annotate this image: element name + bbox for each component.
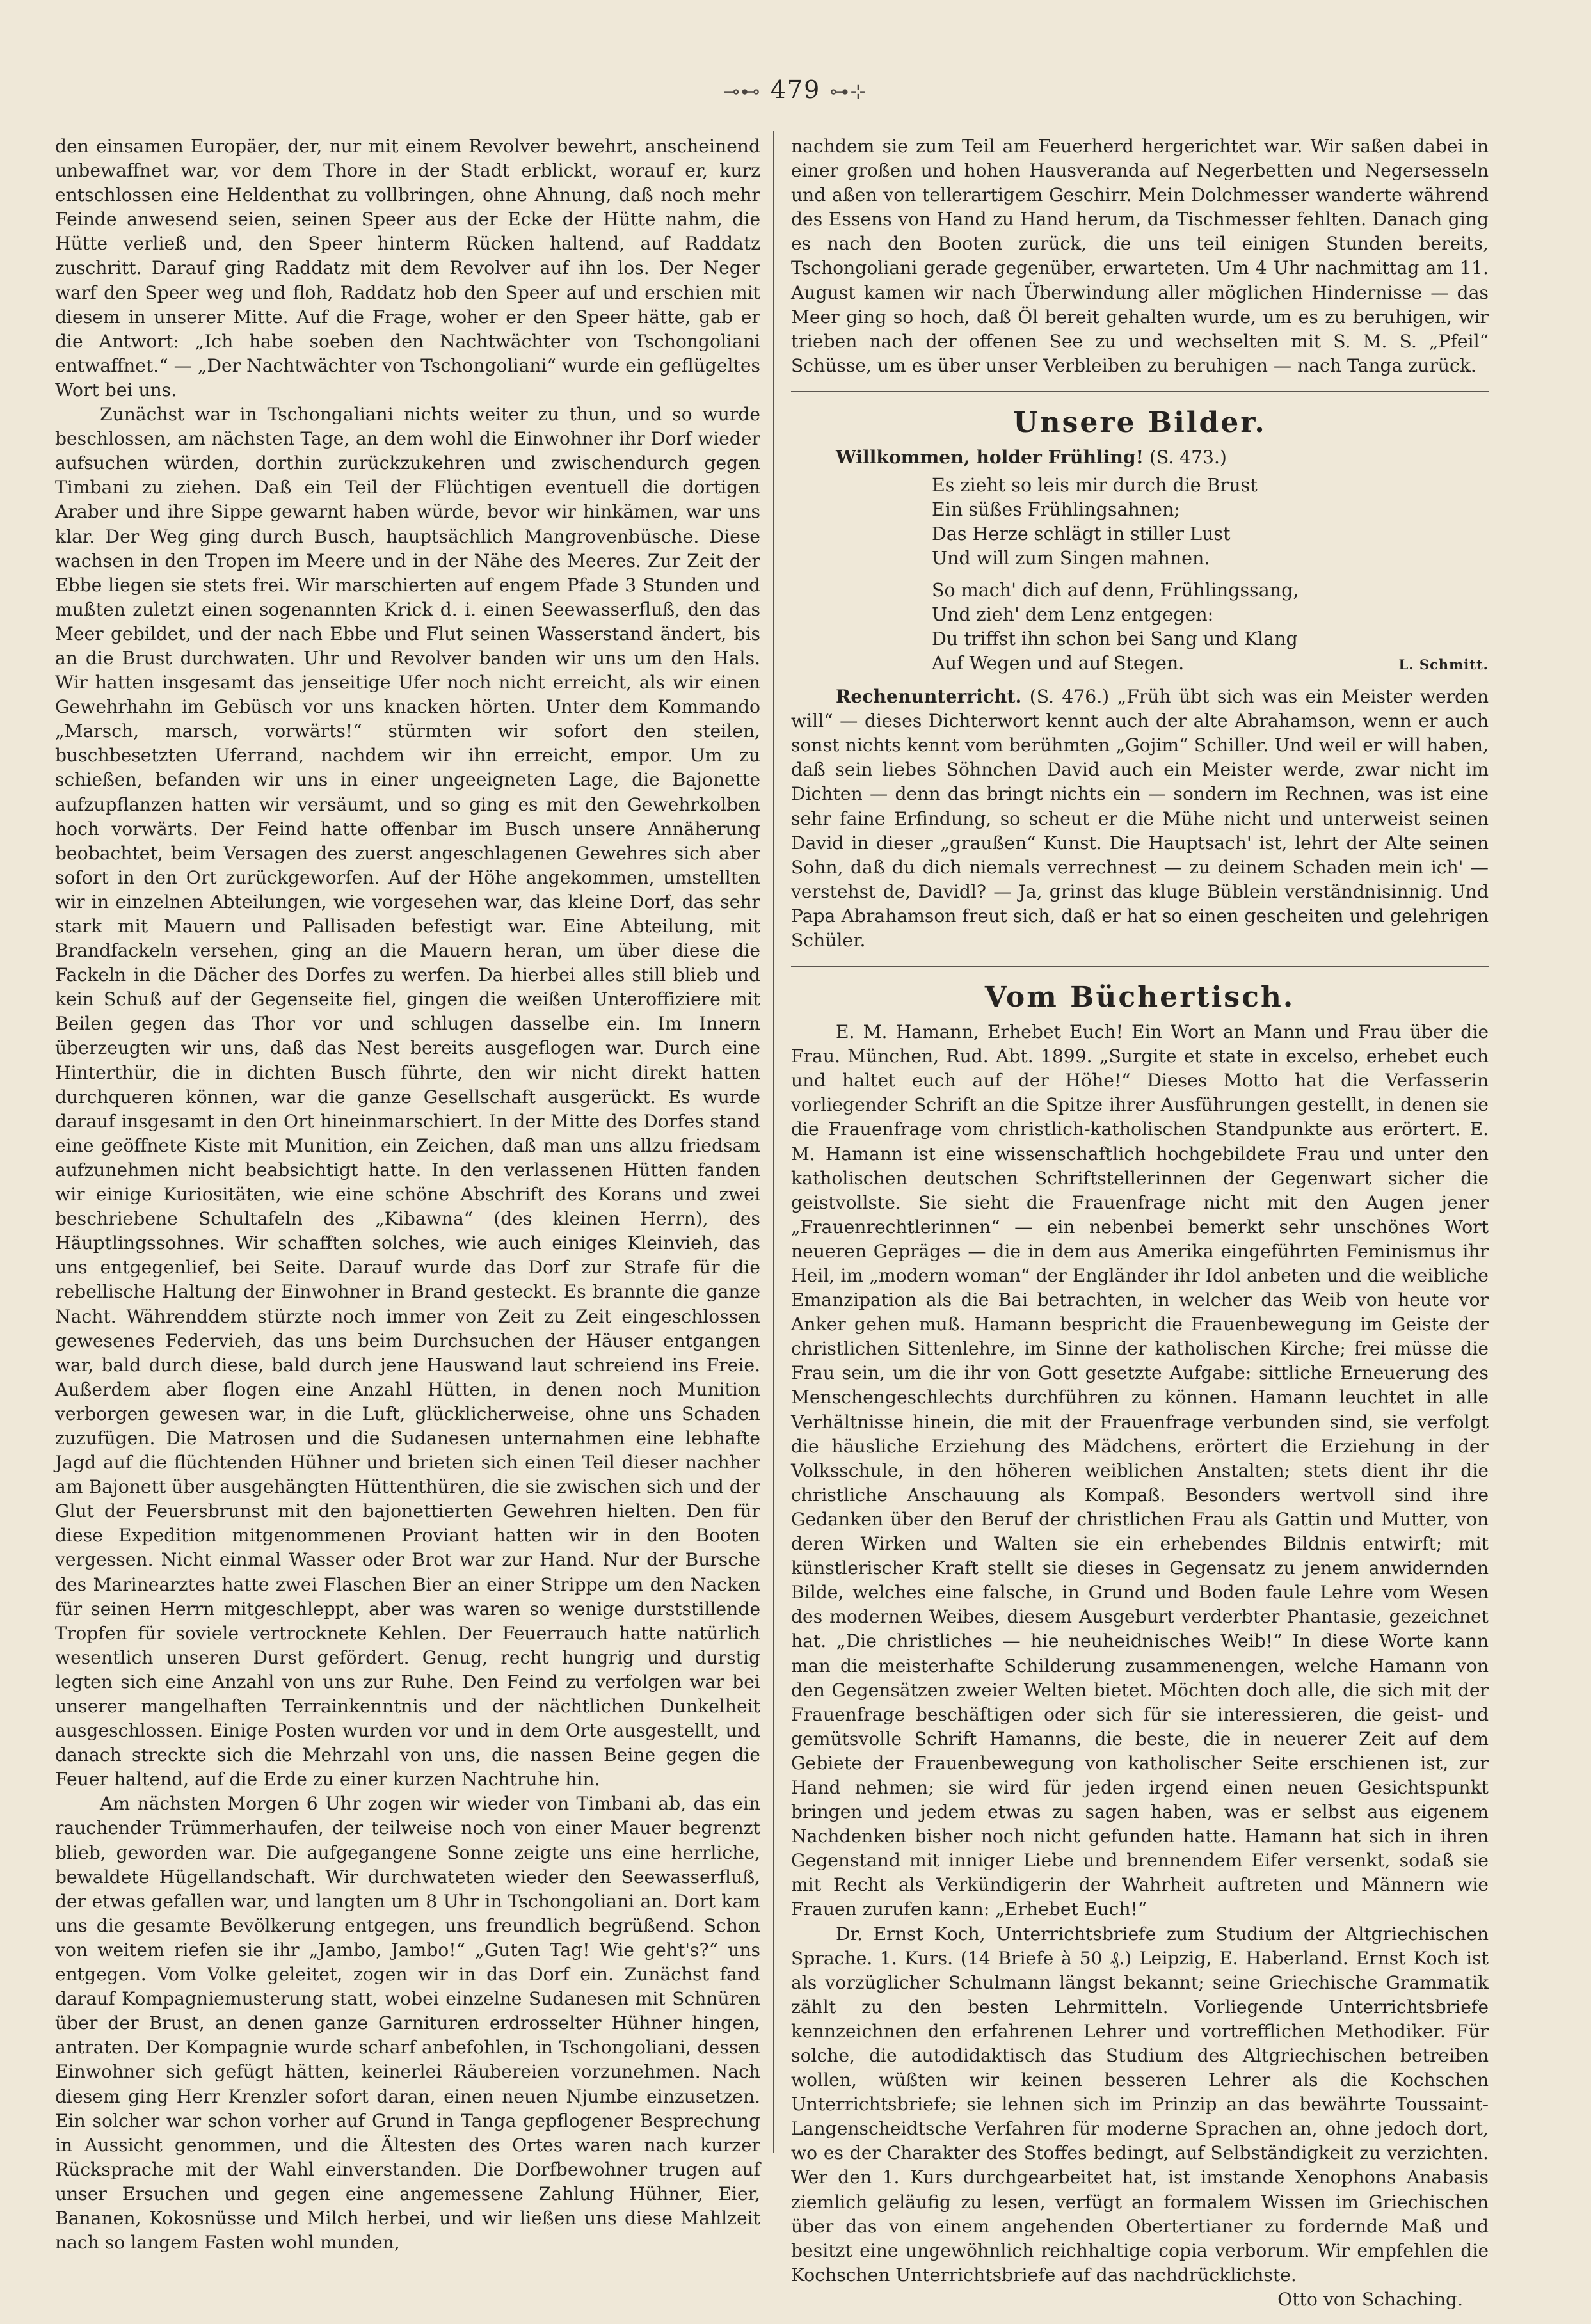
picture-title: Rechenunterricht.	[836, 686, 1022, 708]
ornament-right-icon: ⊶⊹	[829, 81, 868, 103]
picture-page-ref: (S. 473.)	[1149, 446, 1227, 468]
poem-stanza	[932, 578, 1489, 677]
section-rule	[791, 391, 1489, 392]
section-rule	[791, 966, 1489, 967]
poem-line: Das Herze schlägt in stiller Lust	[932, 523, 1231, 545]
page-number: 479	[770, 76, 821, 104]
article-paragraph: Zunächst war in Tschongaliani nichts weiter zu thun, und so wurde beschlossen, am nächsten Tage, an dem wohl die Einwohner ihr Dorf wieder aufsuchen würden, dorthin zurückzukehren und zwischendurch gegen Timbani zu ziehen. Daß ein Teil der Flüchtigen eventuell die dortigen Araber und ihre Sippe gewarnt haben würde, bevor wir hinkämen, war uns klar. Der Weg ging durch Busch, hauptsächlich Mangrovenbüsche. Diese wachsen in den Tropen im Meere und in der Nähe des Meeres. Zur Zeit der Ebbe liegen sie stets frei. Wir marschierten auf engem Pfade 3 Stunden und mußten zuletzt einen sogenannten Krick d. i. einen Seewasserfluß, den das Meer gebildet, und der nach Ebbe und Flut seinen Wasserstand ändert, bis an die Brust durchwaten. Uhr und Revolver banden wir uns um den Hals. Wir hatten insgesamt das jenseitige Ufer noch nicht erreicht, als wir einen Gewehrhahn im Gebüsch vor uns knacken hörten. Unter dem Kommando „Marsch, marsch, vorwärts!“ stürmten wir sofort den steilen, buschbesetzten Uferrand, nachdem wir ihn erreicht, empor. Um zu schießen, befanden wir uns in einer ungeeigneten Lage, die Bajonette aufzupflanzen hatten wir versäumt, und so ging es mit den Gewehrkolben hoch vorwärts. Der Feind hatte offenbar im Busch unsere Annäherung beobachtet, beim Versagen des zuerst angeschlagenen Gewehres sich aber sofort in den Ort zurückgeworfen. Auf der Höhe angekommen, umstellten wir in einzelnen Abteilungen, wie vorgesehen war, das kleine Dorf, das sehr stark mit Mauern und Pallisaden befestigt war. Eine Abteilung, mit Brandfackeln versehen, ging an die Mauern heran, um über diese die Fackeln in die Dächer des Dorfes zu werfen. Da hierbei alles still blieb und kein Schuß auf der Gegenseite fiel, gingen die weißen Unteroffiziere mit Beilen gegen das Thor vor und schlugen dasselbe ein. Im Innern überzeugten wir uns, daß das Nest bereits ausgeflogen war. Durch eine Hinterthür, die in dichten Busch führte, den wir nicht direkt hatten durchqueren können, war die ganze Gesellschaft ausgerückt. Es wurde darauf insgesamt in den Ort hineinmarschiert. In der Mitte des Dorfes stand eine geöffnete Kiste mit Munition, ein Zeichen, daß man uns allzu friedsam aufzunehmen nicht beabsichtigt hatte. In den verlassenen Hütten fanden wir einige Kuriositäten, wie eine schöne Abschrift des Korans und zwei beschriebene Schultafeln des „Kibawna“ (des kleinen Herrn), des Häuptlingssohnes. Wir schafften solches, wie auch einiges Kleinvieh, das uns entgegenlief, bei Seite. Darauf wurde das Dorf zur Strafe für die rebellische Haltung der Einwohner in Brand gesteckt. Es brannte die ganze Nacht. Währenddem stürzte noch immer von Zeit zu Zeit eingeschlossen gewesenes Federvieh, das uns beim Durchsuchen der Häuser entgangen war, bald durch diese, bald durch jene Hauswand laut schreiend ins Freie. Außerdem aber flogen eine Anzahl Hütten, in denen noch Munition verborgen gewesen war, in die Luft, glücklicherweise, ohne uns Schaden zuzufügen. Die Matrosen und die Sudanesen unternahmen eine lebhafte Jagd auf die flüchtenden Hühner und brieten sich einen Teil dieser nachher am Bajonett über ausgehängten Hüttenthüren, die sie zwischen sich und der Glut der Feuersbrunst mit den bajonettierten Gewehren hielten. Den für diese Expedition mitgenommenen Proviant hatten wir in den Booten vergessen. Nicht einmal Wasser oder Brot war zur Hand. Nur der Bursche des Marinearztes hatte zwei Flaschen Bier an einer Strippe um den Nacken für seinen Herrn mitgeschleppt, aber was waren so wenige durststillende Tropfen für soviele vertrocknete Kehlen. Der Feuerrauch hatte natürlich wesentlich unseren Durst gefördert. Genug, recht hungrig und durstig legten sich eine Anzahl von uns zur Ruhe. Den Feind zu verfolgen war bei unserer mangelhaften Terrainkenntnis und der nächtlichen Dunkelheit ausgeschlossen. Einige Posten wurden vor und in dem Orte ausgestellt, und danach streckte sich die Mehrzahl von uns, die nassen Beine gegen die Feuer haltend, auf die Erde zu einer kurzen Nachtruhe hin.	[55, 404, 760, 1790]
page-header	[0, 76, 1591, 104]
right-column	[791, 134, 1489, 2312]
poem-line: Und will zum Singen mahnen.	[932, 548, 1210, 569]
column-divider	[773, 131, 774, 2153]
section-title-buechertisch: Vom Büchertisch.	[984, 981, 1295, 1014]
book-review: Dr. Ernst Koch, Unterrichtsbriefe zum Studium der Altgriechischen Sprache. 1. Kurs. (14 Briefe à 50 ₰.) Leipzig, E. Haberland. Ernst Koch ist als vorzüglicher Schulmann längst bekannt; seine Griechische Grammatik zählt zu den besten Lehrmitteln. Vorliegende Unterrichtsbriefe kennzeichnen den erfahrenen Lehrer und vortrefflichen Methodiker. Für solche, die autodidaktisch das Studium des Altgriechischen betreiben wollen, wüßten wir keinen besseren Lehrer als die Kochschen Unterrichtsbriefe; sie lehnen sich im Prinzip an das bewährte Toussaint-Langenscheidtsche Verfahren für moderne Sprachen an, ohne jedoch dort, wo es der Charakter des Stoffes bedingt, auf Selbständigkeit zu verzichten. Wer den 1. Kurs durchgearbeitet hat, ist imstande Xenophons Anabasis ziemlich geläufig zu lesen, verfügt an formalem Wissen im Griechischen über das von einem angehenden Obertertianer zu fordernde Maß und besitzt eine ungewöhnlich reichhaltige copia verborum. Wir empfehlen die Kochschen Unterrichtsbriefe auf das nachdrücklichste.	[791, 1923, 1489, 2286]
picture-caption-rechenunterricht	[791, 685, 1489, 953]
poem-stanza	[932, 474, 1489, 571]
book-review: E. M. Hamann, Erhebet Euch! Ein Wort an Mann und Frau über die Frau. München, Rud. Abt. 1899. „Surgite et state in excelso, erhebet euch und haltet euch auf der Höhe!“ Dieses Motto hat die Verfasserin vorliegender Schrift an die Spitze ihrer Ausführungen gestellt, in denen sie die Frauenfrage vom christlich-katholischen Standpunkte aus erörtert. E. M. Hamann ist eine wissenschaftlich hochgebildete Frau und unter den katholischen deutschen Schriftstellerinnen der Gegenwart sicher die geistvollste. Sie sieht die Frauenfrage nicht mit den Augen jener „Frauenrechtlerinnen“ — ein nebenbei bemerkt sehr unschönes Wort neueren Gepräges — die in dem aus Amerika eingeführten Feminismus ihr Heil, im „modern woman“ der Engländer ihr Idol anbeten und die weibliche Emanzipation als die Bai betrachten, in welcher das Weib von heute vor Anker gehen muß. Hamann bespricht die Frauenbewegung im Geiste der christlichen Sittenlehre, im Sinne der katholischen Kirche; frei müsse die Frau sein, um die ihr von Gott gesetzte Aufgabe: sittliche Erneuerung des Menschengeschlechts durchführen zu können. Hamann leuchtet in alle Verhältnisse hinein, die mit der Frauenfrage verbunden sind, sie verfolgt die häusliche Erziehung des Mädchens, erörtert die Erziehung in der Volksschule, in den höheren weiblichen Anstalten; stets dient ihr die christliche Anschauung als Kompaß. Besonders wertvoll sind ihre Gedanken über den Beruf der christlichen Frau als Gattin und Mutter, von deren Wirken und Walten sie ein erhebendes Bildnis entwirft; mit künstlerischer Kraft stellt sie dieses in Gegensatz zu jenem anwidernden Bilde, welches eine falsche, in Grund und Boden faule Lehre vom Wesen des modernen Weibes, diesem Ausgeburt verderbter Phantasie, gezeichnet hat. „Die christliches — hie neuheidnisches Weib!“ In diese Worte kann man die meisterhafte Schilderung zusammenengen, welche Hamann von den Gegensätzen zweier Welten bietet. Möchten doch alle, die sich mit der Frauenfrage beschäftigen oder sich für sie interessieren, die geist- und gemütsvolle Schrift Hamanns, die beste, die in neuerer Zeit auf dem Gebiete der Frauenbewegung von katholischer Seite erschienen ist, zur Hand nehmen; sie wird für jeden irgend einen neuen Gesichtspunkt bringen und jedem etwas zu sagen haben, was er selbst aus eigenem Nachdenken bisher noch nicht gefunden hatte. Hamann hat sich in ihren Gegenstand mit inniger Liebe und brennendem Eifer versenkt, sodaß sie mit Recht als Verkündigerin der Wahrheit auftreten und Männern wie Frauen zurufen kann: „Erhebet Euch!“	[791, 1021, 1489, 1920]
poem-last-line-row	[932, 651, 1489, 677]
picture-caption-heading	[791, 445, 1489, 470]
poem-line: So mach' dich auf denn, Frühlingssang,	[932, 580, 1299, 601]
poem-author: L. Schmitt.	[1398, 657, 1489, 673]
poem	[932, 474, 1489, 677]
poem-line: Und zieh' dem Lenz entgegen:	[932, 604, 1214, 626]
poem-line: Du triffst ihn schon bei Sang und Klang	[932, 628, 1298, 650]
poem-line: Es zieht so leis mir durch die Brust	[932, 475, 1258, 497]
article-paragraph: Am nächsten Morgen 6 Uhr zogen wir wieder von Timbani ab, das ein rauchender Trümmerhaufen, der teilweise noch von einer Mauer begrenzt blieb, geworden war. Die aufgegangene Sonne zeigte uns eine herrliche, bewaldete Hügellandschaft. Wir durchwateten wieder den Seewasserfluß, der etwas gefallen war, und langten um 8 Uhr in Tschongoliani an. Dort kam uns die gesamte Bevölkerung entgegen, uns freundlich begrüßend. Schon von weitem riefen sie ihr „Jambo, Jambo!“ „Guten Tag! Wie geht's?“ uns entgegen. Vom Volke geleitet, zogen wir in das Dorf ein. Zunächst fand darauf Kompagniemusterung statt, wobei einzelne Sudanesen mit Schnüren über der Brust, an denen ganze Garnituren erdrosselter Hühner hingen, antraten. Der Kompagnie wurde scharf anbefohlen, in Tschongoliani, dessen Einwohner sich gefügt hätten, keinerlei Räubereien vorzunehmen. Nach diesem ging Herr Krenzler sofort daran, einen neuen Njumbe einzusetzen. Ein solcher war schon vorher auf Grund in Tanga gepflogener Besprechung in Aussicht genommen, und die Ältesten des Ortes waren nach kurzer Rücksprache mit der Wahl einverstanden. Die Dorfbewohner trugen auf unser Ersuchen und gegen eine angemessene Zahlung Hühner, Eier, Bananen, Kokosnüsse und Milch herbei, und wir ließen uns diese Mahlzeit nach so langem Fasten wohl munden,	[55, 1793, 760, 2254]
poem-line: Auf Wegen und auf Stegen.	[932, 653, 1185, 674]
article-paragraph: den einsamen Europäer, der, nur mit einem Revolver bewehrt, anscheinend unbewaffnet war, vor dem Thore in der Stadt erblickt, worauf er, kurz entschlossen eine Heldenthat zu vollbringen, ohne Ahnung, daß noch mehr Feinde anwesend seien, seinen Speer aus der Ecke der Hütte nahm, die Hütte verließ und, den Speer hinterm Rücken haltend, auf Raddatz zuschritt. Darauf ging Raddatz mit dem Revolver auf ihn los. Der Neger warf den Speer weg und floh, Raddatz hob den Speer auf und erschien mit diesem in unserer Mitte. Auf die Frage, woher er den Speer hätte, gab er die Antwort: „Ich habe soeben den Nachtwächter von Tschongoliani entwaffnet.“ — „Der Nachtwächter von Tschongoliani“ wurde ein geflügeltes Wort bei uns.	[55, 136, 760, 401]
poem-line: Ein süßes Frühlingsahnen;	[932, 499, 1180, 521]
article-continuation: nachdem sie zum Teil am Feuerherd hergerichtet war. Wir saßen dabei in einer großen und hohen Hausveranda auf Negerbetten und Negersesseln und aßen von tellerartigem Geschirr. Mein Dolchmesser wanderte während des Essens von Hand zu Hand herum, da Tischmesser fehlten. Danach ging es nach den Booten zurück, die uns teil einigen Stunden bereits, Tschongoliani gerade gegenüber, erwarteten. Um 4 Uhr nachmittag am 11. August kamen wir nach Überwindung aller möglichen Hindernisse — das Meer ging so hoch, daß Öl bereit gehalten wurde, um es zu beruhigen, wir trieben nach der offenen See zu und wechselten mit S. M. S. „Pfeil“ Schüsse, um es über unser Verbleiben zu beruhigen — nach Tanga zurück.	[791, 136, 1489, 376]
picture-caption-text: (S. 476.) „Früh übt sich was ein Meister werden will“ — dieses Dichterwort kennt auch der alte Abrahamson, wenn er auch sonst nichts kennt vom berühmten „Gojim“ Schiller. Und weil er will haben, daß sein liebes Söhnchen David auch ein Meister werde, zwar nicht im Dichten — denn das bringt nichts ein — sondern im Rechnen, was ist eine sehr faine Erfindung, so scheut er die Mühe nicht und unterweist seinen David in dieser „graußen“ Kunst. Die Hauptsach' ist, lehrt der Alte seinen Sohn, daß du dich niemals verrechnest — zu deinem Schaden mein ich' — verstehst de, Davidl? — Ja, grinst das kluge Büblein verständnisinnig. Und Papa Abrahamson freut sich, daß er hat so einen gescheiten und gelehrigen Schüler.	[791, 686, 1489, 951]
picture-title: Willkommen, holder Frühling!	[836, 446, 1144, 468]
ornament-left-icon: ⊸⊷	[723, 81, 762, 103]
left-column	[55, 134, 760, 2255]
section-title-unsere-bilder: Unsere Bilder.	[1013, 406, 1267, 439]
reviewer-signature: Otto von Schaching.	[1277, 2288, 1463, 2310]
